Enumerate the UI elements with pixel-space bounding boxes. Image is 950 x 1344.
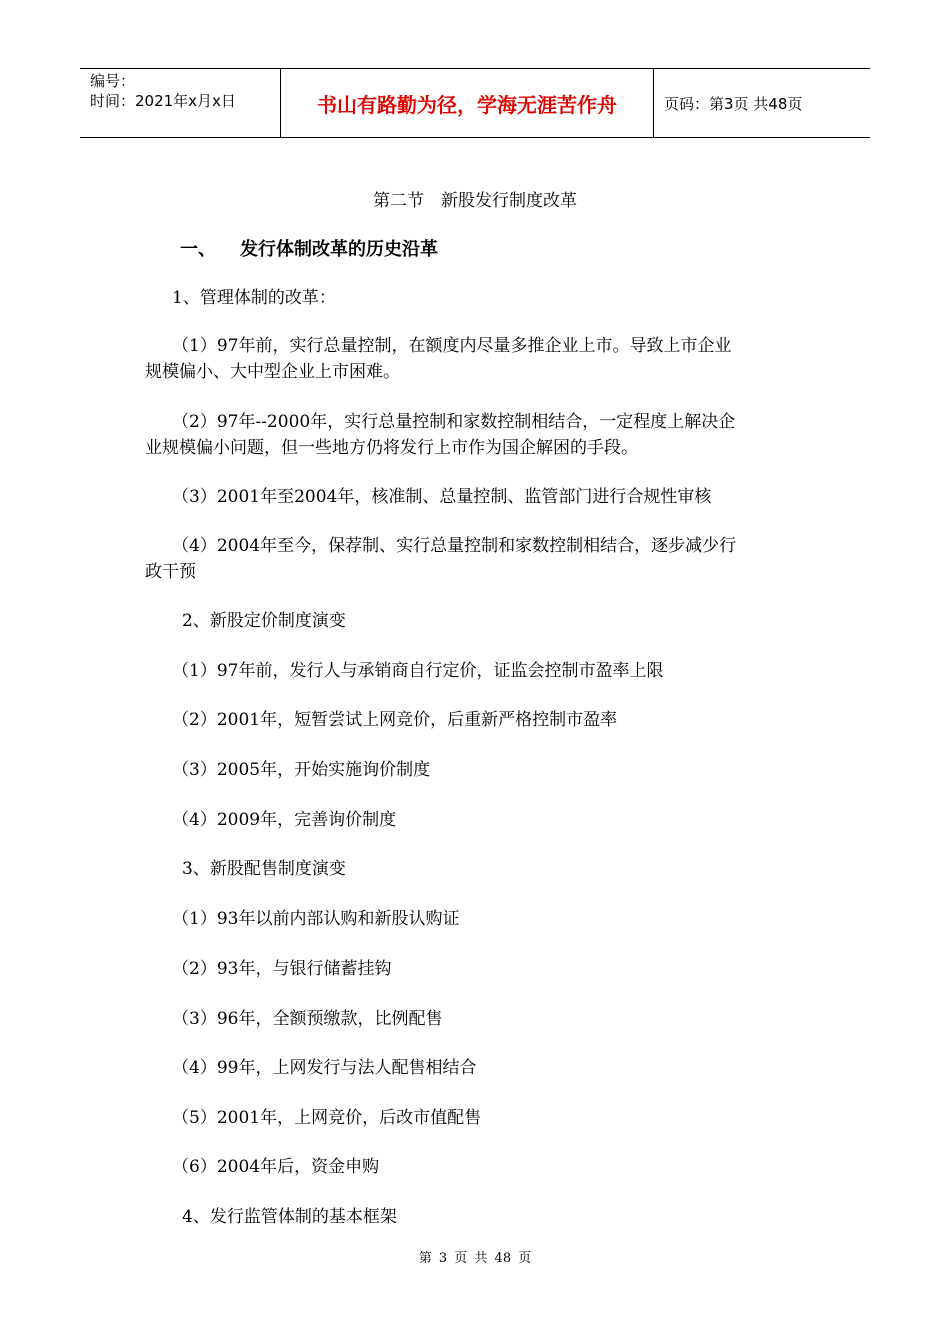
motto-text: 书山有路勤为径，学海无涯苦作舟: [317, 92, 617, 117]
list-item: （2）2001年，短暂尝试上网竞价，后重新严格控制市盈率: [172, 710, 618, 730]
subheading-framework: 4、发行监管体制的基本框架: [182, 1207, 397, 1227]
paragraph-line: （4）2004年至今，保荐制、实行总量控制和家数控制相结合，逐步减少行: [172, 536, 737, 556]
heading-number: 一、: [180, 239, 216, 260]
paragraph-line: 业规模偏小问题，但一些地方仍将发行上市作为国企解困的手段。: [145, 438, 638, 458]
list-item: （1）97年前，发行人与承销商自行定价，证监会控制市盈率上限: [172, 661, 664, 681]
list-item: （2）93年，与银行储蓄挂钩: [172, 959, 392, 979]
subheading-allotment: 3、新股配售制度演变: [182, 859, 346, 879]
header-motto-cell: [281, 69, 654, 137]
header-page-cell: [654, 69, 870, 137]
list-item: （5）2001年，上网竞价，后改市值配售: [172, 1108, 482, 1128]
subheading-pricing: 2、新股定价制度演变: [182, 611, 346, 631]
heading-text: 发行体制改革的历史沿革: [240, 239, 438, 260]
list-item: （3）2005年，开始实施询价制度: [172, 760, 431, 780]
list-item: （4）99年，上网发行与法人配售相结合: [172, 1058, 477, 1078]
paragraph-line: （2）97年--2000年，实行总量控制和家数控制相结合，一定程度上解决企: [172, 412, 736, 432]
paragraph-line: （1）97年前，实行总量控制，在额度内尽量多推企业上市。导致上市企业: [172, 336, 732, 356]
header-table: [80, 68, 870, 138]
list-item: （6）2004年后，资金申购: [172, 1157, 380, 1177]
list-item: （3）96年，全额预缴款，比例配售: [172, 1009, 443, 1029]
paragraph-line: 规模偏小、大中型企业上市困难。: [145, 362, 400, 382]
subheading-management: 1、管理体制的改革：: [172, 288, 336, 308]
document-date: 时间：2021年x月x日: [90, 92, 236, 110]
list-item: （4）2009年，完善询价制度: [172, 810, 397, 830]
paragraph-line: 政干预: [145, 562, 196, 582]
section-title: 第二节 新股发行制度改革: [373, 191, 577, 211]
page-footer: 第 3 页 共 48 页: [418, 1251, 532, 1266]
list-item: （1）93年以前内部认购和新股认购证: [172, 909, 460, 929]
heading-level-1: [180, 235, 438, 261]
header-meta-cell: [80, 69, 281, 137]
paragraph-line: （3）2001年至2004年，核准制、总量控制、监管部门进行合规性审核: [172, 487, 712, 507]
page-info: 页码：第3页 共48页: [664, 94, 803, 113]
document-number-label: 编号：: [90, 72, 136, 90]
